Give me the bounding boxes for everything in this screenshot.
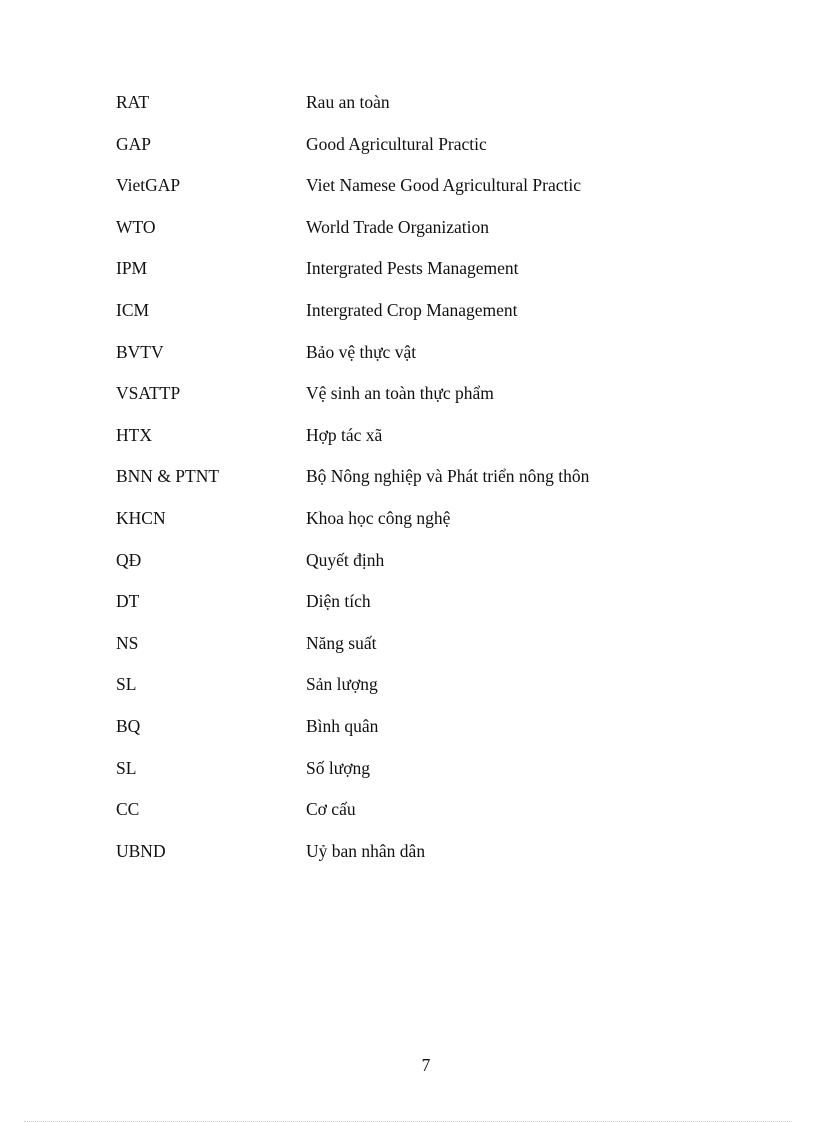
abbreviation-code: UBND bbox=[116, 840, 166, 861]
abbreviation-code: BVTV bbox=[116, 341, 164, 362]
abbreviation-meaning: Khoa học công nghệ bbox=[306, 507, 451, 528]
abbreviation-row bbox=[116, 298, 716, 340]
abbreviation-row bbox=[116, 132, 716, 174]
abbreviation-meaning: Bộ Nông nghiệp và Phát triển nông thôn bbox=[306, 466, 590, 487]
abbreviation-row bbox=[116, 381, 716, 423]
abbreviation-row bbox=[116, 464, 716, 506]
abbreviation-meaning: Good Agricultural Practic bbox=[306, 133, 487, 154]
abbreviation-row bbox=[116, 714, 716, 756]
abbreviation-code: KHCN bbox=[116, 507, 166, 528]
abbreviation-meaning: Rau an toàn bbox=[306, 92, 390, 112]
abbreviation-row bbox=[116, 173, 716, 215]
abbreviation-code: BNN & PTNT bbox=[116, 466, 220, 487]
abbreviation-meaning: Viet Namese Good Agricultural Practic bbox=[306, 175, 581, 196]
abbreviation-meaning: Năng suất bbox=[306, 632, 377, 653]
abbreviation-meaning: Diện tích bbox=[306, 591, 371, 612]
abbreviation-row bbox=[116, 90, 716, 132]
abbreviation-row bbox=[116, 256, 716, 298]
abbreviation-meaning: Quyết định bbox=[306, 549, 385, 570]
abbreviation-meaning: Cơ cấu bbox=[306, 799, 356, 820]
abbreviation-meaning: Số lượng bbox=[306, 757, 370, 778]
abbreviation-row bbox=[116, 548, 716, 590]
abbreviation-code: VSATTP bbox=[116, 383, 181, 404]
abbreviation-code: VietGAP bbox=[116, 175, 181, 196]
abbreviation-code: NS bbox=[116, 632, 139, 653]
abbreviation-row bbox=[116, 423, 716, 465]
abbreviation-meaning: Bảo vệ thực vật bbox=[306, 341, 417, 362]
abbreviation-row bbox=[116, 340, 716, 382]
abbreviation-code: QĐ bbox=[116, 549, 142, 570]
abbreviation-code: WTO bbox=[116, 216, 156, 237]
abbreviation-row bbox=[116, 839, 716, 881]
abbreviation-row bbox=[116, 589, 716, 631]
abbreviation-row bbox=[116, 506, 716, 548]
abbreviation-code: BQ bbox=[116, 715, 141, 736]
page-number: 7 bbox=[421, 1055, 431, 1075]
abbreviation-meaning: World Trade Organization bbox=[306, 216, 489, 237]
abbreviation-list bbox=[116, 90, 716, 880]
abbreviation-code: RAT bbox=[116, 92, 150, 112]
abbreviation-code: GAP bbox=[116, 133, 152, 154]
abbreviation-row bbox=[116, 215, 716, 257]
abbreviation-meaning: Hợp tác xã bbox=[306, 424, 383, 445]
abbreviation-code: SL bbox=[116, 757, 137, 778]
abbreviation-code: IPM bbox=[116, 258, 148, 279]
abbreviation-code: ICM bbox=[116, 299, 150, 320]
page-bottom-divider bbox=[24, 1121, 792, 1122]
abbreviation-row bbox=[116, 797, 716, 839]
abbreviation-meaning: Intergrated Pests Management bbox=[306, 258, 519, 279]
abbreviation-code: SL bbox=[116, 674, 137, 695]
abbreviation-meaning: Uỷ ban nhân dân bbox=[306, 840, 426, 861]
abbreviation-row bbox=[116, 756, 716, 798]
abbreviation-row bbox=[116, 672, 716, 714]
abbreviation-code: DT bbox=[116, 591, 140, 612]
abbreviation-row bbox=[116, 631, 716, 673]
abbreviation-code: CC bbox=[116, 799, 140, 820]
abbreviation-meaning: Intergrated Crop Management bbox=[306, 299, 518, 320]
abbreviation-meaning: Vệ sinh an toàn thực phẩm bbox=[306, 383, 494, 404]
abbreviation-meaning: Bình quân bbox=[306, 715, 379, 736]
abbreviation-meaning: Sản lượng bbox=[306, 674, 378, 695]
abbreviation-code: HTX bbox=[116, 424, 152, 445]
